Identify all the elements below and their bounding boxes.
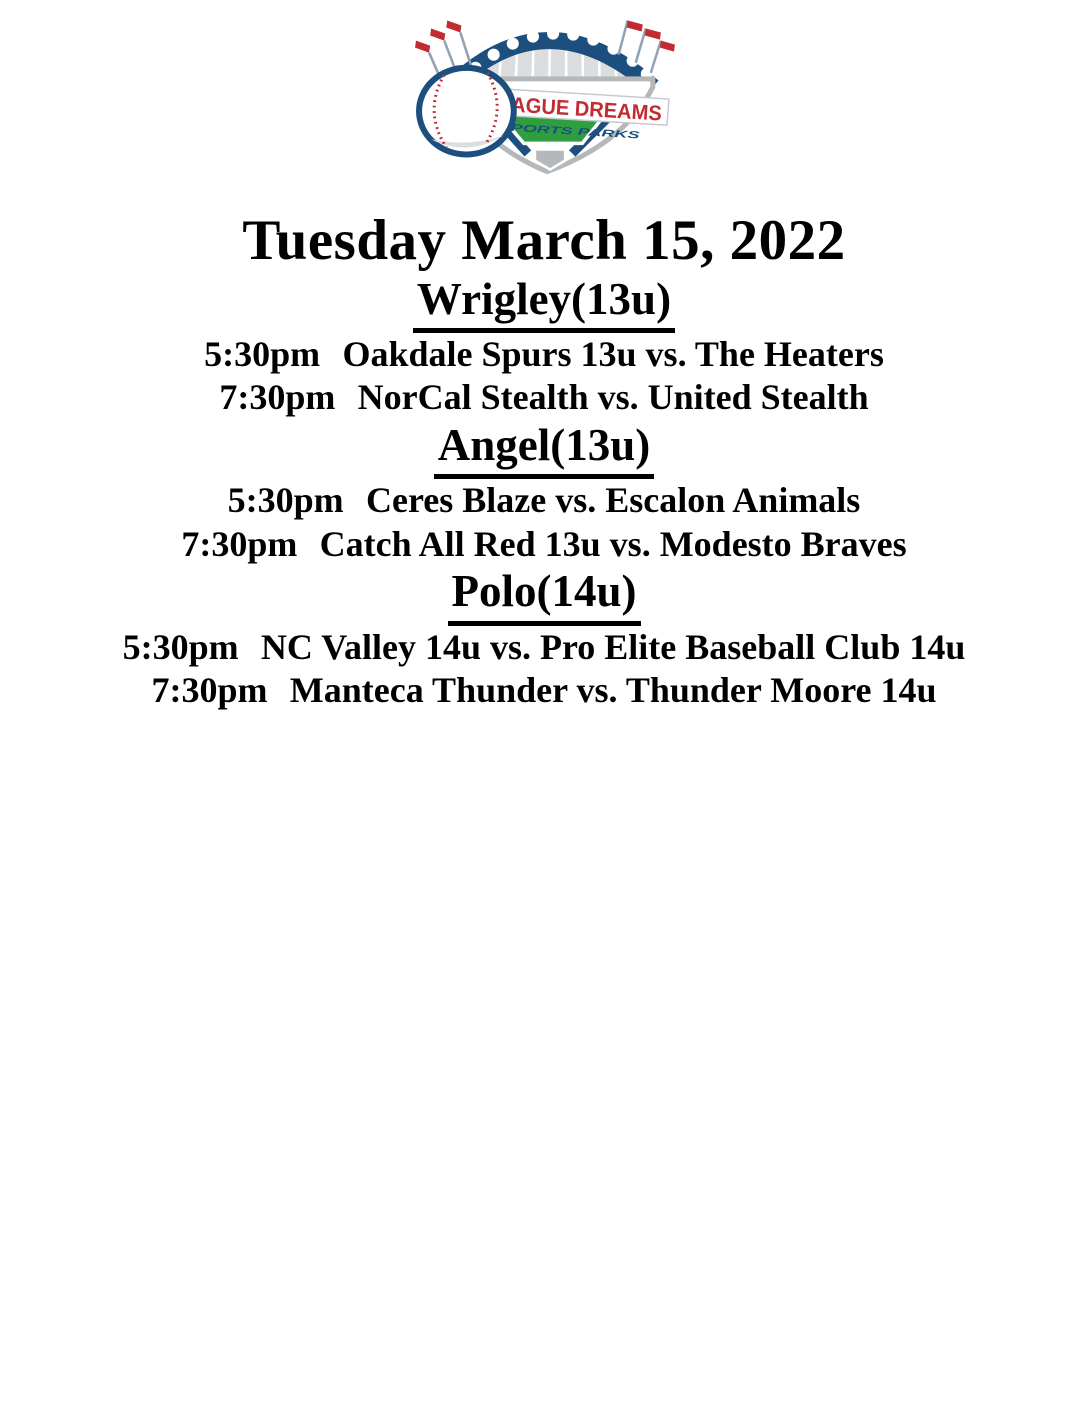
- field-heading-label: Wrigley(13u): [413, 274, 675, 334]
- field-section-angel: [0, 420, 1088, 566]
- game-matchup: NC Valley 14u vs. Pro Elite Baseball Club 14u: [260, 626, 966, 667]
- field-heading-polo: [0, 566, 1088, 626]
- game-row: [0, 376, 1088, 419]
- game-time: 7:30pm: [181, 523, 298, 564]
- game-time: 5:30pm: [227, 480, 344, 521]
- logo-brand-text: BIG LEAGUE DREAMS: [443, 89, 674, 127]
- field-heading-label: Angel(13u): [434, 420, 655, 480]
- game-row: [0, 523, 1088, 566]
- game-matchup: Ceres Blaze vs. Escalon Animals: [365, 480, 861, 521]
- logo-tagline-text: SPORTS PARKS: [498, 122, 578, 138]
- game-time: 5:30pm: [122, 626, 239, 667]
- baseball-icon: [419, 68, 514, 155]
- field-heading-wrigley: [0, 274, 1088, 334]
- big-league-dreams-logo: [413, 12, 675, 174]
- field-heading-label: Polo(14u): [448, 566, 641, 626]
- game-time: 7:30pm: [219, 377, 336, 418]
- game-matchup: Manteca Thunder vs. Thunder Moore 14u: [289, 669, 937, 710]
- game-time: 5:30pm: [204, 334, 321, 375]
- page-title: Tuesday March 15, 2022: [242, 209, 846, 272]
- field-section-polo: [0, 566, 1088, 712]
- game-matchup: Catch All Red 13u vs. Modesto Braves: [319, 523, 907, 564]
- game-matchup: NorCal Stealth vs. United Stealth: [357, 377, 869, 418]
- logo-graphic: [413, 12, 675, 174]
- game-time: 7:30pm: [151, 669, 268, 710]
- game-row: [0, 479, 1088, 522]
- game-matchup: Oakdale Spurs 13u vs. The Heaters: [342, 334, 884, 375]
- game-row: [0, 669, 1088, 712]
- game-row: [0, 333, 1088, 376]
- game-row: [0, 626, 1088, 669]
- field-heading-angel: [0, 420, 1088, 480]
- field-section-wrigley: [0, 274, 1088, 420]
